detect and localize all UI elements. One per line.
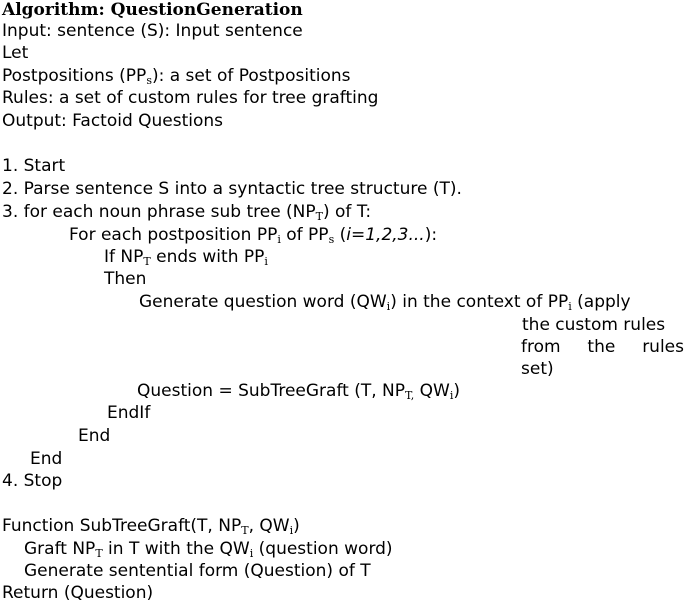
sig-text-a: Function SubTreeGraft(T, NP <box>2 516 242 536</box>
step-start: 1. Start <box>2 156 66 176</box>
gen-text-c: (apply <box>571 292 631 312</box>
end-inner-line: End <box>78 426 111 446</box>
question-line <box>137 381 460 402</box>
inner-text-d: ): <box>424 225 438 245</box>
gen-word-from: from <box>521 337 561 357</box>
if-line <box>104 247 268 268</box>
step-parse: 2. Parse sentence S into a syntactic tree structure (T). <box>2 179 462 199</box>
sig-subscript-2: i <box>289 524 294 537</box>
generate-line <box>139 292 631 313</box>
if-text-a: If NP <box>104 247 144 267</box>
graft-text-b: in T with the QW <box>102 539 250 559</box>
question-subscript-1: T, <box>405 389 415 402</box>
step-loop <box>2 202 371 223</box>
gen-text-a: Generate question word (QW <box>139 292 387 312</box>
if-subscript-1: T <box>143 255 151 268</box>
inner-index-range: i=1,2,3... <box>346 225 425 245</box>
generate-line-2: the custom rules <box>522 315 666 335</box>
question-text-a: Question = SubTreeGraft (T, NP <box>137 381 405 401</box>
generate-sentential-line: Generate sentential form (Question) of T <box>24 561 371 581</box>
inner-subscript-1: i <box>277 233 281 246</box>
postpositions-subscript: s <box>146 74 152 87</box>
step-stop: 4. Stop <box>2 471 63 491</box>
graft-subscript-1: T <box>95 547 103 560</box>
graft-subscript-2: i <box>249 547 254 560</box>
if-subscript-2: i <box>264 255 268 268</box>
endif-line: EndIf <box>107 403 151 423</box>
postpositions-text-a: Postpositions (PP <box>2 66 147 86</box>
generate-line-4: set) <box>521 359 554 379</box>
question-subscript-2: i <box>449 389 454 402</box>
inner-text-c: ( <box>334 225 347 245</box>
gen-word-rules: rules <box>642 337 684 357</box>
input-line: Input: sentence (S): Input sentence <box>2 21 303 41</box>
algorithm-title: Algorithm: QuestionGeneration <box>2 0 303 20</box>
postpositions-line <box>2 66 351 87</box>
question-text-b: QW <box>414 381 450 401</box>
loop-subscript: T <box>315 210 323 223</box>
graft-text-a: Graft NP <box>24 539 96 559</box>
graft-line <box>24 539 393 560</box>
graft-text-c: (question word) <box>253 539 393 559</box>
question-text-c: ) <box>453 381 460 401</box>
rules-line: Rules: a set of custom rules for tree grafting <box>2 88 379 108</box>
inner-text-a: For each postposition PP <box>69 225 278 245</box>
generate-line-3 <box>521 337 684 358</box>
gen-subscript-1: i <box>386 300 391 313</box>
output-line: Output: Factoid Questions <box>2 111 224 131</box>
postpositions-text-b: ): a set of Postpositions <box>151 66 351 86</box>
inner-subscript-2: s <box>328 233 335 246</box>
return-line: Return (Question) <box>2 583 154 603</box>
loop-text-a: 3. for each noun phrase sub tree (NP <box>2 202 316 222</box>
gen-subscript-2: i <box>568 300 572 313</box>
if-text-b: ends with PP <box>150 247 265 267</box>
function-signature <box>2 516 300 537</box>
loop-text-b: ) of T: <box>323 202 372 222</box>
sig-text-b: , QW <box>248 516 290 536</box>
sig-subscript-1: T <box>241 524 249 537</box>
then-line: Then <box>104 269 147 289</box>
inner-text-b: of PP <box>280 225 329 245</box>
gen-word-the: the <box>587 337 616 357</box>
let-line: Let <box>2 43 29 63</box>
sig-text-c: ) <box>293 516 300 536</box>
inner-loop-line <box>69 225 437 246</box>
end-outer-line: End <box>30 449 63 469</box>
gen-text-b: ) in the context of PP <box>390 292 569 312</box>
